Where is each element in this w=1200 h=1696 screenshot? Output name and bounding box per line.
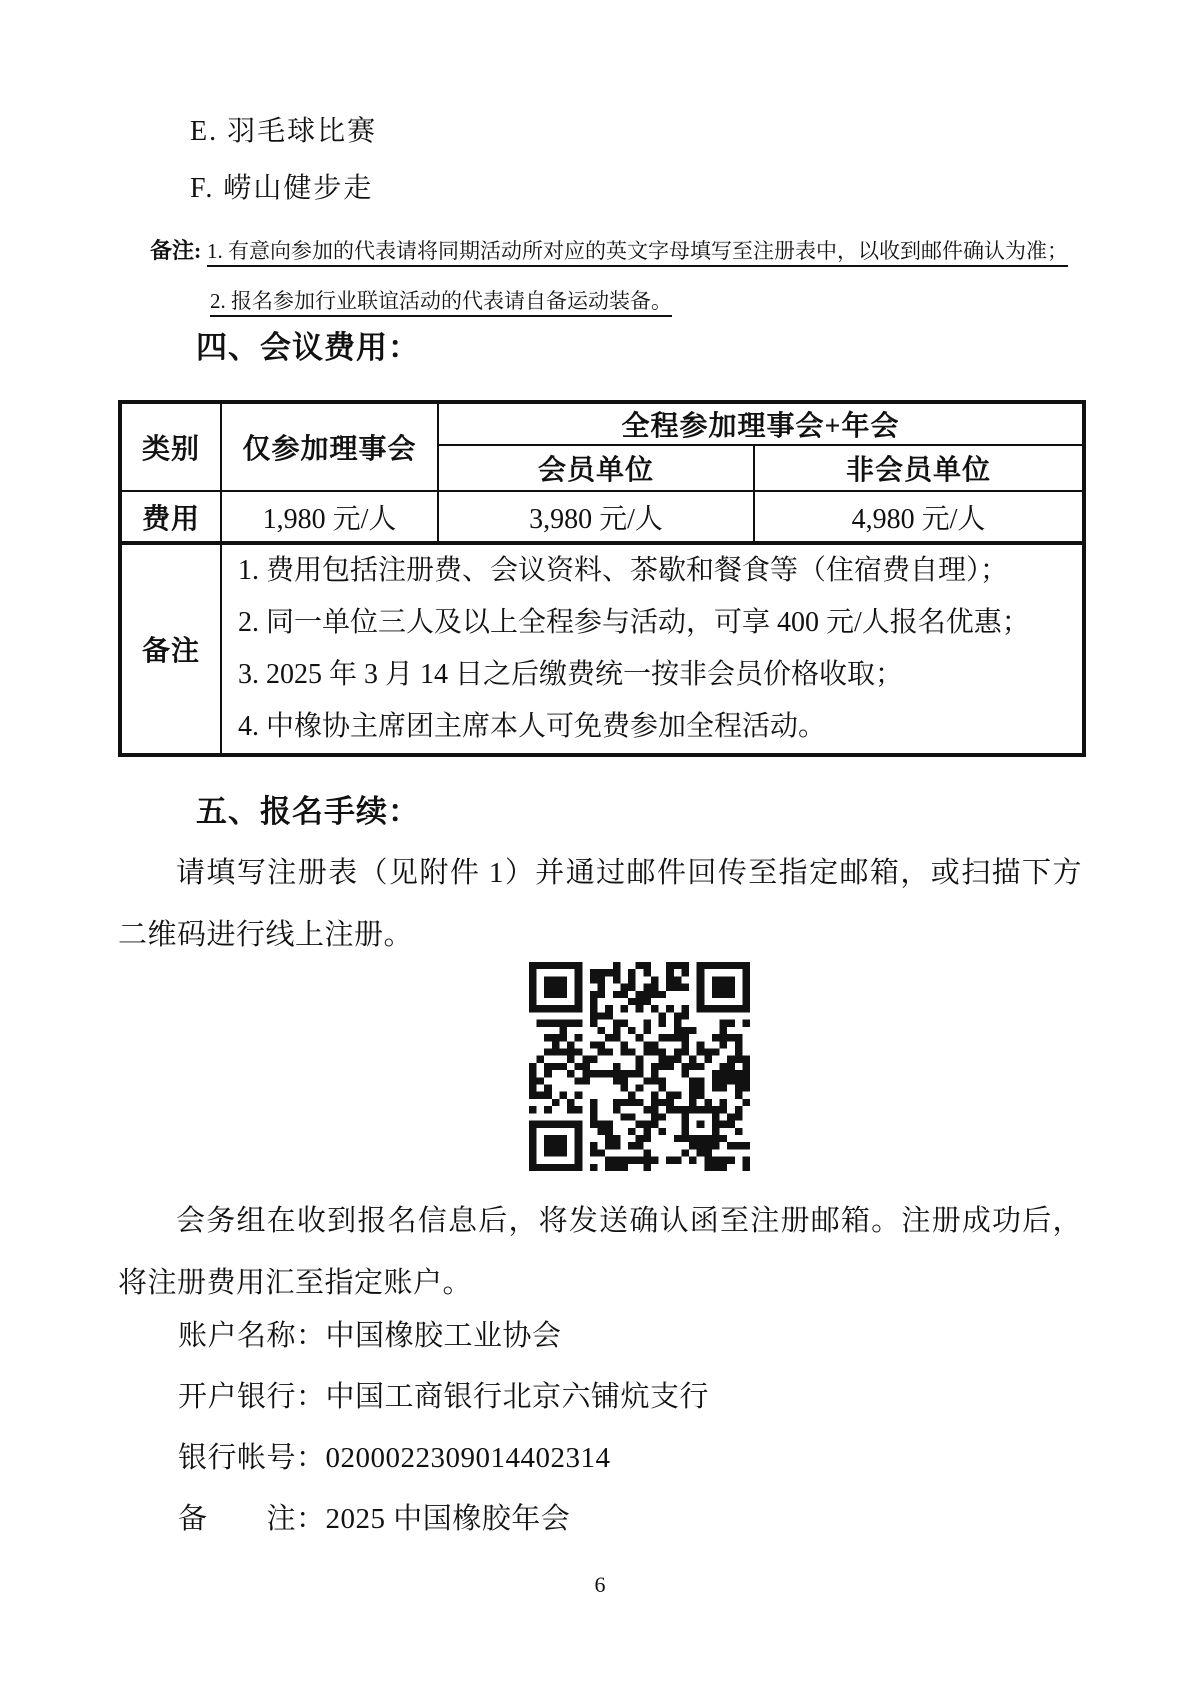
fee-table-header-full-program: 全程参加理事会+年会 (438, 402, 1084, 445)
account-name-label: 账户名称： (178, 1320, 326, 1352)
bank-account-block (178, 1306, 1078, 1550)
account-number-label: 银行帐号： (178, 1442, 326, 1474)
top-note-line-2: 2. 报名参加行业联谊活动的代表请自备运动装备。 (210, 289, 672, 313)
fee-table-notes-row (120, 543, 1084, 755)
account-name-value: 中国橡胶工业协会 (325, 1320, 562, 1352)
fee-member: 3,980 元/人 (438, 491, 754, 543)
fee-table-header-category: 类别 (120, 402, 221, 491)
registration-paragraph: 请填写注册表（见附件 1）并通过邮件回传至指定邮箱，或扫描下方二维码进行线上注册。 (118, 857, 1082, 951)
account-memo-line (178, 1489, 1078, 1550)
account-bank-value: 中国工商银行北京六铺炕支行 (325, 1381, 710, 1413)
fee-table-header-member: 会员单位 (438, 445, 754, 491)
account-memo-label: 备 注： (178, 1503, 326, 1535)
fee-row-label: 费用 (120, 491, 221, 543)
page-number: 6 (594, 1572, 606, 1597)
fee-nonmember: 4,980 元/人 (754, 491, 1084, 543)
fee-table-header-council-only: 仅参加理事会 (221, 402, 438, 491)
account-number-line (178, 1428, 1078, 1489)
account-bank-label: 开户银行： (178, 1381, 326, 1413)
section-heading-registration: 五、报名手续： (196, 794, 420, 829)
fee-table-header-nonmember: 非会员单位 (754, 445, 1084, 491)
account-name-line (178, 1306, 1078, 1367)
top-notes-block (150, 226, 1095, 326)
fee-table (118, 400, 1086, 757)
fee-note-2: 2. 同一单位三人及以上全程参与活动，可享 400 元/人报名优惠； (238, 607, 1030, 638)
confirmation-paragraph: 会务组在收到报名信息后，将发送确认函至注册邮箱。注册成功后，将注册费用汇至指定账户。 (118, 1205, 1082, 1299)
account-number-value: 0200022309014402314 (325, 1442, 611, 1474)
fee-note-4: 4. 中橡协主席团主席本人可免费参加全程活动。 (238, 711, 827, 742)
activity-item-e: E. 羽毛球比赛 (190, 116, 378, 147)
fee-note-1: 1. 费用包括注册费、会议资料、茶歇和餐食等（住宿费自理）； (238, 555, 1009, 586)
section-heading-fees: 四、会议费用： (196, 330, 420, 365)
fee-table-notes-cell (221, 543, 1084, 755)
top-notes-label: 备注: (150, 238, 202, 263)
top-note-line-1: 1. 有意向参加的代表请将同期活动所对应的英文字母填写至注册表中，以收到邮件确认为准； (207, 239, 1068, 263)
qr-code (529, 962, 750, 1171)
account-bank-line (178, 1367, 1078, 1428)
activity-item-f: F. 崂山健步走 (190, 173, 374, 204)
fee-table-fee-row (120, 491, 1084, 543)
fee-note-3: 3. 2025 年 3 月 14 日之后缴费统一按非会员价格收取； (238, 659, 904, 690)
notes-row-label: 备注 (120, 543, 221, 755)
account-memo-value: 2025 中国橡胶年会 (325, 1503, 571, 1535)
fee-council-only: 1,980 元/人 (221, 491, 438, 543)
